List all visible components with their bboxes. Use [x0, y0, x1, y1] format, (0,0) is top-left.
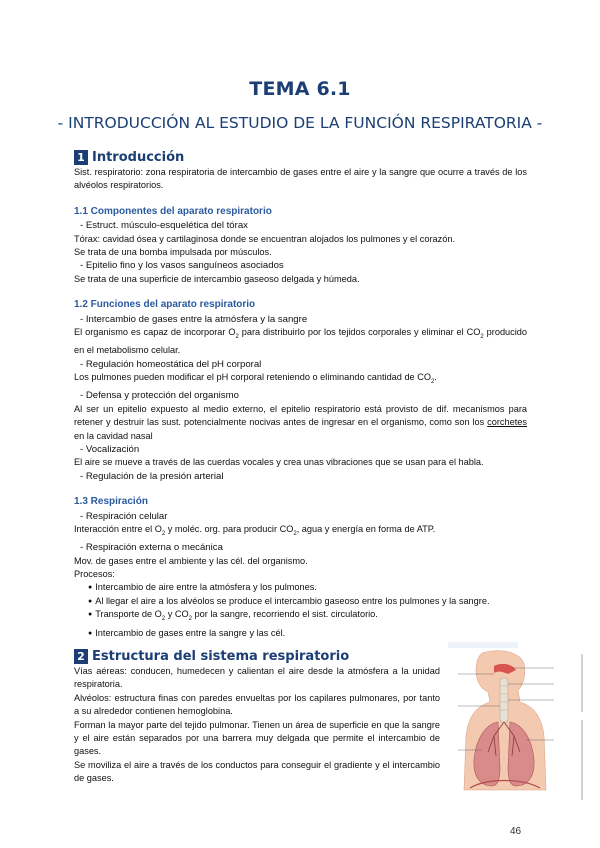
section-2-text [74, 665, 440, 786]
bullet-item: ● Intercambio de aire entre la atmósfera y los pulmones. [74, 581, 527, 594]
paragraph: Forman la mayor parte del tejido pulmonar. Tienen un área de superficie en que la sangre y el aire están separados por una barrera muy delgada que permite el intercambio de gases. [74, 719, 440, 757]
page-number: 46 [510, 826, 522, 837]
paragraph: Alvéolos: estructura finas con paredes envueltas por los capilares pulmonares, por tanto a su alrededor contienen hemoglobina. [74, 692, 440, 717]
dash-item: - Estruct. músculo-esquelética del tórax [80, 220, 248, 232]
bullet-item: ● Transporte de $O_2$ y $CO_2$ por la sangre, recorriendo el sist. circulatorio. [74, 608, 527, 626]
dash-item: - Defensa y protección del organismo [80, 390, 239, 402]
section-1-heading [74, 150, 527, 165]
paragraph: Procesos: [74, 569, 115, 580]
paragraph: Al ser un epitelio expuesto al medio externo, el epitelio respiratorio está provisto de dif. mecanismos para retener y destruir las sust. potencialmente nocivas antes de ingresar en el organismo, como son los corchetes en la cavidad nasal [74, 403, 527, 441]
dash-item: - Respiración externa o mecánica [80, 542, 223, 554]
dash-item: - Vocalización [80, 443, 140, 455]
dash-item: - Regulación homeostática del pH corporal [80, 358, 262, 370]
paragraph: Se trata de una bomba impulsada por músculos. [74, 247, 272, 258]
subsection-1-2-heading: 1.2 Funciones del aparato respiratorio [74, 299, 256, 311]
dash-item: - Regulación de la presión arterial [80, 470, 224, 482]
paragraph: Vías aéreas: conducen, humedecen y calientan el aire desde la atmósfera a la unidad respiratoria. [74, 665, 440, 690]
bullet-item: ● Al llegar el aire a los alvéolos se produce el intercambio gaseoso entre los pulmones y la sangre. [74, 595, 527, 608]
dash-item: - Intercambio de gases entre la atmósfera y la sangre [80, 313, 308, 325]
paragraph: Mov. de gases entre el ambiente y las cél. del organismo. [74, 555, 308, 566]
paragraph: Interacción entre el $O_2$ y moléc. org. para producir $CO_2$, agua y energía en forma de ATP. [74, 524, 436, 537]
subsection-1-3-heading: 1.3 Respiración [74, 496, 148, 508]
paragraph: Se moviliza el aire a través de los conductos para conseguir el gradiente y el intercambio de gases. [74, 759, 440, 784]
paragraph: Tórax: cavidad ósea y cartilaginosa donde se encuentran alojados los pulmones y el corazón. [74, 233, 455, 244]
dash-item: - Epitelio fino y los vasos sanguíneos asociados [80, 260, 284, 272]
bullet-item: ● Intercambio de gases entre la sangre y las cél. [74, 627, 527, 640]
section-1-title: Introducción [92, 149, 185, 165]
paragraph: Los pulmones pueden modificar el pH corporal reteniendo o eliminando cantidad de $CO_2$. [74, 372, 437, 385]
section-2-number: 2 [74, 649, 88, 664]
respiratory-system-illustration [446, 640, 596, 813]
paragraph: El organismo es capaz de incorporar $O_2$ para distribuirlo por los tejidos corporales y eliminar el $CO_2$ producido en el metabolismo celular. [74, 327, 528, 356]
page-title: TEMA 6.1 [249, 78, 351, 100]
page-subtitle: - INTRODUCCIÓN AL ESTUDIO DE LA FUNCIÓN RESPIRATORIA - [57, 114, 543, 132]
paragraph: Se trata de una superficie de intercambio gaseoso delgada y húmeda. [74, 273, 360, 284]
underlined-term: corchetes [487, 417, 527, 428]
intro-paragraph: Sist. respiratorio: zona respiratoria de intercambio de gases entre el aire y la sangre que ocurre a través de los alvéolos respiratorios. [74, 167, 527, 191]
section-1-number: 1 [74, 150, 88, 165]
section-2-title: Estructura del sistema respiratorio [92, 648, 350, 664]
subsection-1-1-heading: 1.1 Componentes del aparato respiratorio [74, 205, 272, 217]
dash-item: - Respiración celular [80, 510, 168, 522]
paragraph: El aire se mueve a través de las cuerdas vocales y crea unas vibraciones que se usan para el habla. [74, 457, 484, 468]
